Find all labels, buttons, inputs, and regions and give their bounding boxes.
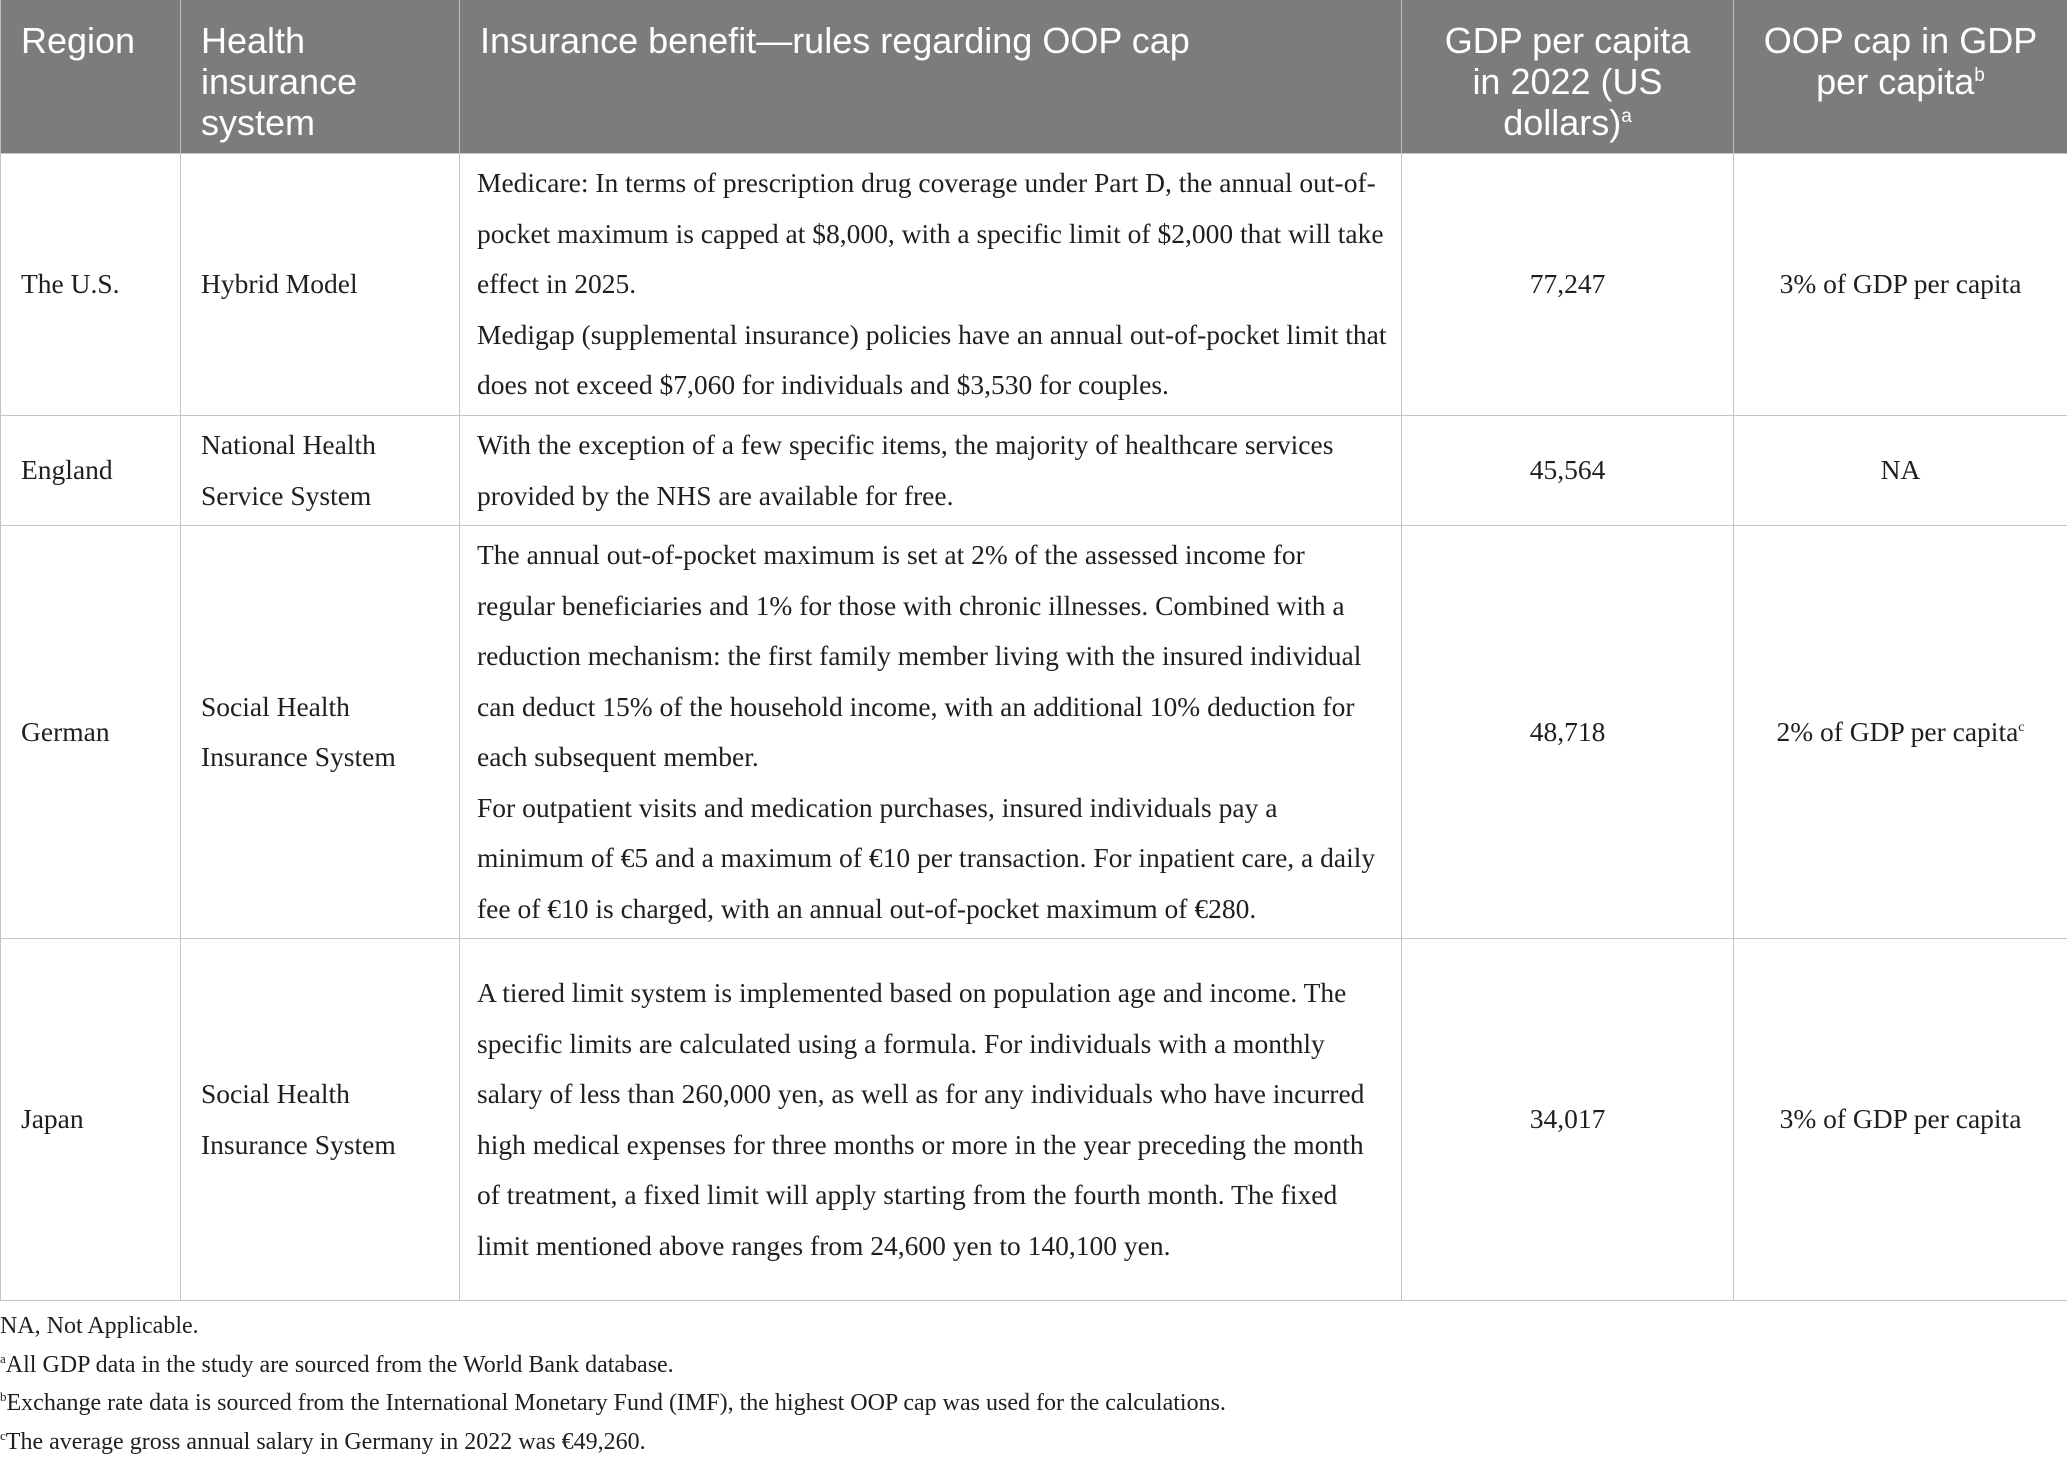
region-name: England	[21, 454, 113, 486]
oop-cap-value: 3% of GDP per capita	[1779, 1103, 2022, 1135]
header-cap-footnote-mark: b	[1974, 65, 1985, 86]
header-oop-cap-label: OOP cap in GDP per capita	[1763, 20, 2038, 102]
table-row	[1, 154, 2067, 416]
cell-gdp-per-capita	[1402, 416, 1734, 526]
cell-health-system	[181, 939, 460, 1301]
cell-health-system	[181, 416, 460, 526]
header-oop-cap	[1734, 0, 2067, 154]
table-body	[1, 154, 2067, 1301]
cell-region	[1, 526, 181, 939]
cell-region	[1, 154, 181, 416]
gdp-value: 34,017	[1529, 1103, 1606, 1135]
footnote-text: All GDP data in the study are sourced from the World Bank database.	[5, 1351, 674, 1378]
benefit-paragraph: The annual out-of-pocket maximum is set at 2% of the assessed income for regular beneficiaries and 1% for those with chronic illnesses. Combined with a reduction mechanism: the first family member living with the insured individual can deduct 15% of the household income, with an additional 10% deduction for each subsequent member.	[477, 539, 1362, 772]
oop-cap-value: NA	[1880, 454, 1921, 486]
oop-cap-footnote-mark: c	[2018, 719, 2025, 735]
cell-gdp-per-capita	[1402, 526, 1734, 939]
oop-cap-value: 2% of GDP per capita	[1776, 715, 2019, 747]
table-row	[1, 939, 2067, 1301]
cell-oop-cap	[1734, 416, 2067, 526]
region-name: German	[21, 715, 110, 747]
footnote-text: NA, Not Applicable.	[0, 1313, 199, 1339]
header-region	[1, 0, 181, 154]
footnote	[0, 1384, 1226, 1423]
gdp-value: 48,718	[1529, 715, 1606, 747]
oop-cap-value: 3% of GDP per capita	[1779, 268, 2022, 300]
footnote	[0, 1423, 1226, 1462]
cell-region	[1, 939, 181, 1301]
footnote-mark: b	[0, 1389, 7, 1404]
cell-oop-cap	[1734, 526, 2067, 939]
cell-insurance-benefit	[460, 526, 1402, 939]
benefit-paragraph: Medicare: In terms of prescription drug coverage under Part D, the annual out-of-pocket maximum is capped at $8,000, with a specific limit of $2,000 that will take effect in 2025.	[477, 167, 1384, 300]
footnote-mark: c	[0, 1427, 6, 1443]
benefit-paragraph: Medigap (supplemental insurance) policies have an annual out-of-pocket limit that does not exceed $7,060 for individuals and $3,530 for couples.	[477, 318, 1387, 401]
benefit-paragraph: With the exception of a few specific items, the majority of healthcare services provided by the NHS are available for free.	[477, 429, 1334, 511]
header-insurance-benefit	[460, 0, 1402, 154]
footnote-text: Exchange rate data is sourced from the International Monetary Fund (IMF), the highest OOP cap was used for the calculations.	[6, 1390, 1226, 1416]
cell-health-system	[181, 526, 460, 939]
region-name: The U.S.	[21, 268, 120, 300]
cell-oop-cap	[1734, 939, 2067, 1301]
header-row	[1, 0, 2067, 154]
table-row	[1, 526, 2067, 939]
gdp-value: 77,247	[1529, 268, 1606, 300]
header-gdp-per-capita-label: GDP per capita in 2022 (US dollars)	[1444, 20, 1691, 143]
header-insurance-benefit-label: Insurance benefit—rules regarding OOP cap	[480, 20, 1190, 61]
footnote	[0, 1346, 1226, 1385]
cell-insurance-benefit	[460, 154, 1402, 416]
cell-gdp-per-capita	[1402, 154, 1734, 416]
table-header	[1, 0, 2067, 154]
footnote-mark: a	[0, 1350, 6, 1366]
table-footnotes	[0, 1307, 1226, 1461]
cell-insurance-benefit	[460, 416, 1402, 526]
benefit-paragraph: For outpatient visits and medication purchases, insured individuals pay a minimum of €5 and a maximum of €10 per transaction. For inpatient care, a daily fee of €10 is charged, with an annual out-of-pocket maximum of €280.	[477, 791, 1376, 924]
cell-gdp-per-capita	[1402, 939, 1734, 1301]
header-region-label: Region	[21, 20, 136, 61]
header-gdp-footnote-mark: a	[1621, 106, 1632, 127]
cell-health-system	[181, 154, 460, 416]
header-health-system	[181, 0, 460, 154]
header-health-system-label: Health insurance system	[201, 20, 358, 143]
health-system-name: National Health Service System	[201, 429, 376, 511]
region-name: Japan	[21, 1103, 84, 1135]
cell-region	[1, 416, 181, 526]
cell-oop-cap	[1734, 154, 2067, 416]
footnote	[0, 1307, 1226, 1346]
cell-insurance-benefit	[460, 939, 1402, 1301]
header-gdp-per-capita	[1402, 0, 1734, 154]
footnote-text: The average gross annual salary in Germany in 2022 was €49,260.	[5, 1428, 646, 1455]
gdp-value: 45,564	[1529, 454, 1606, 486]
benefit-paragraph: A tiered limit system is implemented based on population age and income. The specific limits are calculated using a formula. For individuals with a monthly salary of less than 260,000 yen, as well as for any individuals who have incurred high medical expenses for three months or more in the year preceding the month of treatment, a fixed limit will apply starting from the fourth month. The fixed limit mentioned above ranges from 24,600 yen to 140,100 yen.	[477, 977, 1365, 1261]
table-row	[1, 416, 2067, 526]
health-system-name: Social Health Insurance System	[201, 690, 396, 772]
health-system-name: Social Health Insurance System	[201, 1078, 396, 1160]
health-system-name: Hybrid Model	[201, 268, 358, 300]
